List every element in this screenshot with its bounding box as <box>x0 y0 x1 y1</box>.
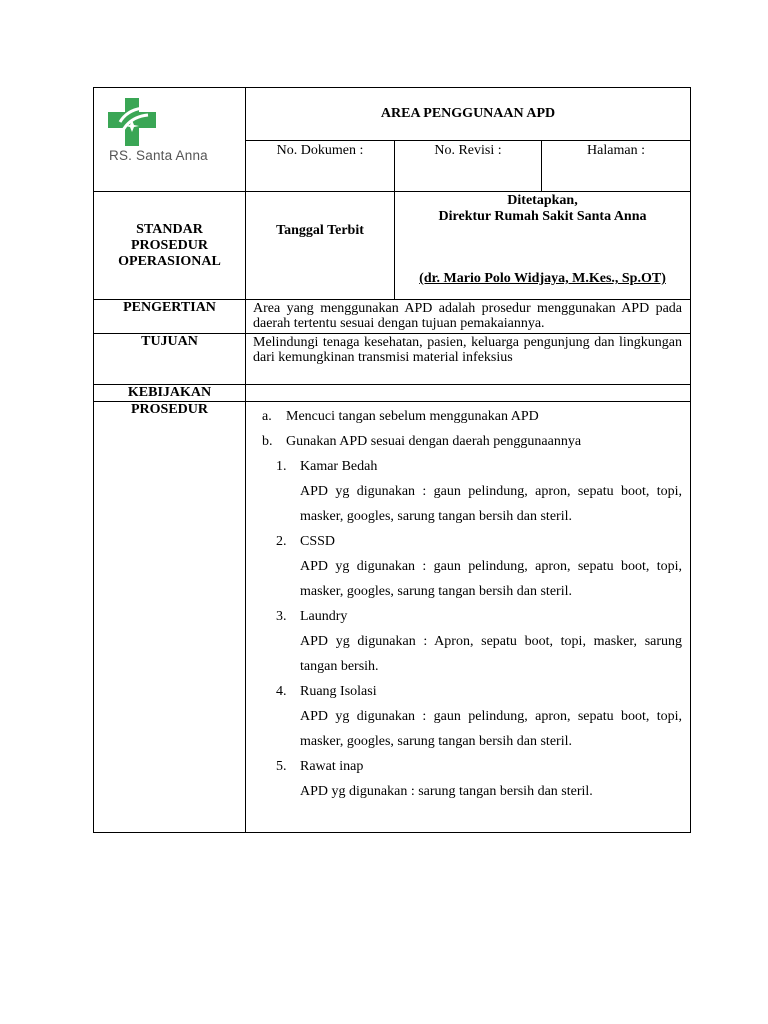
area-apd-text: APD yg digunakan : gaun pelindung, apron, sepatu boot, topi, masker, googles, sarung tangan bersih dan steril. <box>300 709 683 749</box>
sop-label-line: OPERASIONAL <box>118 253 221 269</box>
no-revisi-field: No. Revisi : <box>395 141 542 192</box>
step-marker: a. <box>262 409 272 424</box>
kebijakan-text <box>246 385 691 402</box>
step-text: Mencuci tangan sebelum menggunakan APD <box>286 409 539 424</box>
area-item <box>262 529 682 554</box>
area-item <box>262 604 682 629</box>
area-apd-text: APD yg digunakan : sarung tangan bersih dan steril. <box>300 784 593 799</box>
tujuan-text: Melindungi tenaga kesehatan, pasien, keluarga pengunjung dan lingkungan dari kemungkinan transmisi material infeksius <box>246 334 691 385</box>
no-dokumen-field: No. Dokumen : <box>246 141 395 192</box>
approval-cell <box>395 192 691 300</box>
area-marker: 2. <box>276 534 287 549</box>
step-marker: b. <box>262 434 273 449</box>
halaman-field: Halaman : <box>542 141 691 192</box>
step-text: Gunakan APD sesuai dengan daerah penggunaannya <box>286 434 582 449</box>
sop-document <box>93 87 690 833</box>
area-item <box>262 679 682 704</box>
tanggal-terbit-cell: Tanggal Terbit <box>246 192 395 300</box>
hospital-logo-icon <box>108 98 160 146</box>
area-apd-text: APD yg digunakan : gaun pelindung, apron, sepatu boot, topi, masker, googles, sarung tangan bersih dan steril. <box>300 484 683 524</box>
area-name: Laundry <box>300 609 348 624</box>
prosedur-content <box>246 402 691 833</box>
tujuan-label: TUJUAN <box>94 334 246 385</box>
area-item <box>262 754 682 779</box>
sop-label-line: STANDAR <box>136 221 203 237</box>
area-marker: 4. <box>276 684 287 699</box>
hospital-name-logo-text: RS. Santa Anna <box>109 148 208 163</box>
area-name: Rawat inap <box>300 759 364 774</box>
sop-table <box>93 87 691 833</box>
signatory-name: (dr. Mario Polo Widjaya, M.Kes., Sp.OT) <box>419 271 666 286</box>
area-name: Kamar Bedah <box>300 459 378 474</box>
area-apd-text: APD yg digunakan : gaun pelindung, apron, sepatu boot, topi, masker, googles, sarung tangan bersih dan steril. <box>300 559 683 599</box>
direktur-text: Direktur Rumah Sakit Santa Anna <box>438 209 647 224</box>
prosedur-step-b <box>262 429 682 454</box>
area-name: CSSD <box>300 534 336 549</box>
pengertian-label: PENGERTIAN <box>94 300 246 334</box>
sop-label-cell <box>94 192 246 300</box>
area-marker: 3. <box>276 609 287 624</box>
area-name: Ruang Isolasi <box>300 684 377 699</box>
prosedur-label: PROSEDUR <box>94 402 246 833</box>
logo-cell <box>94 88 246 192</box>
area-item <box>262 454 682 479</box>
kebijakan-label: KEBIJAKAN <box>94 385 246 402</box>
sop-label-line: PROSEDUR <box>130 237 208 253</box>
area-marker: 1. <box>276 459 287 474</box>
ditetapkan-text: Ditetapkan, <box>507 193 578 208</box>
document-title: AREA PENGGUNAAN APD <box>246 88 691 141</box>
area-marker: 5. <box>276 759 287 774</box>
prosedur-step-a <box>262 404 682 429</box>
area-apd-text: APD yg digunakan : Apron, sepatu boot, topi, masker, sarung tangan bersih. <box>300 634 683 674</box>
pengertian-text: Area yang menggunakan APD adalah prosedur menggunakan APD pada daerah tertentu sesuai dengan tujuan pemakaiannya. <box>246 300 691 334</box>
